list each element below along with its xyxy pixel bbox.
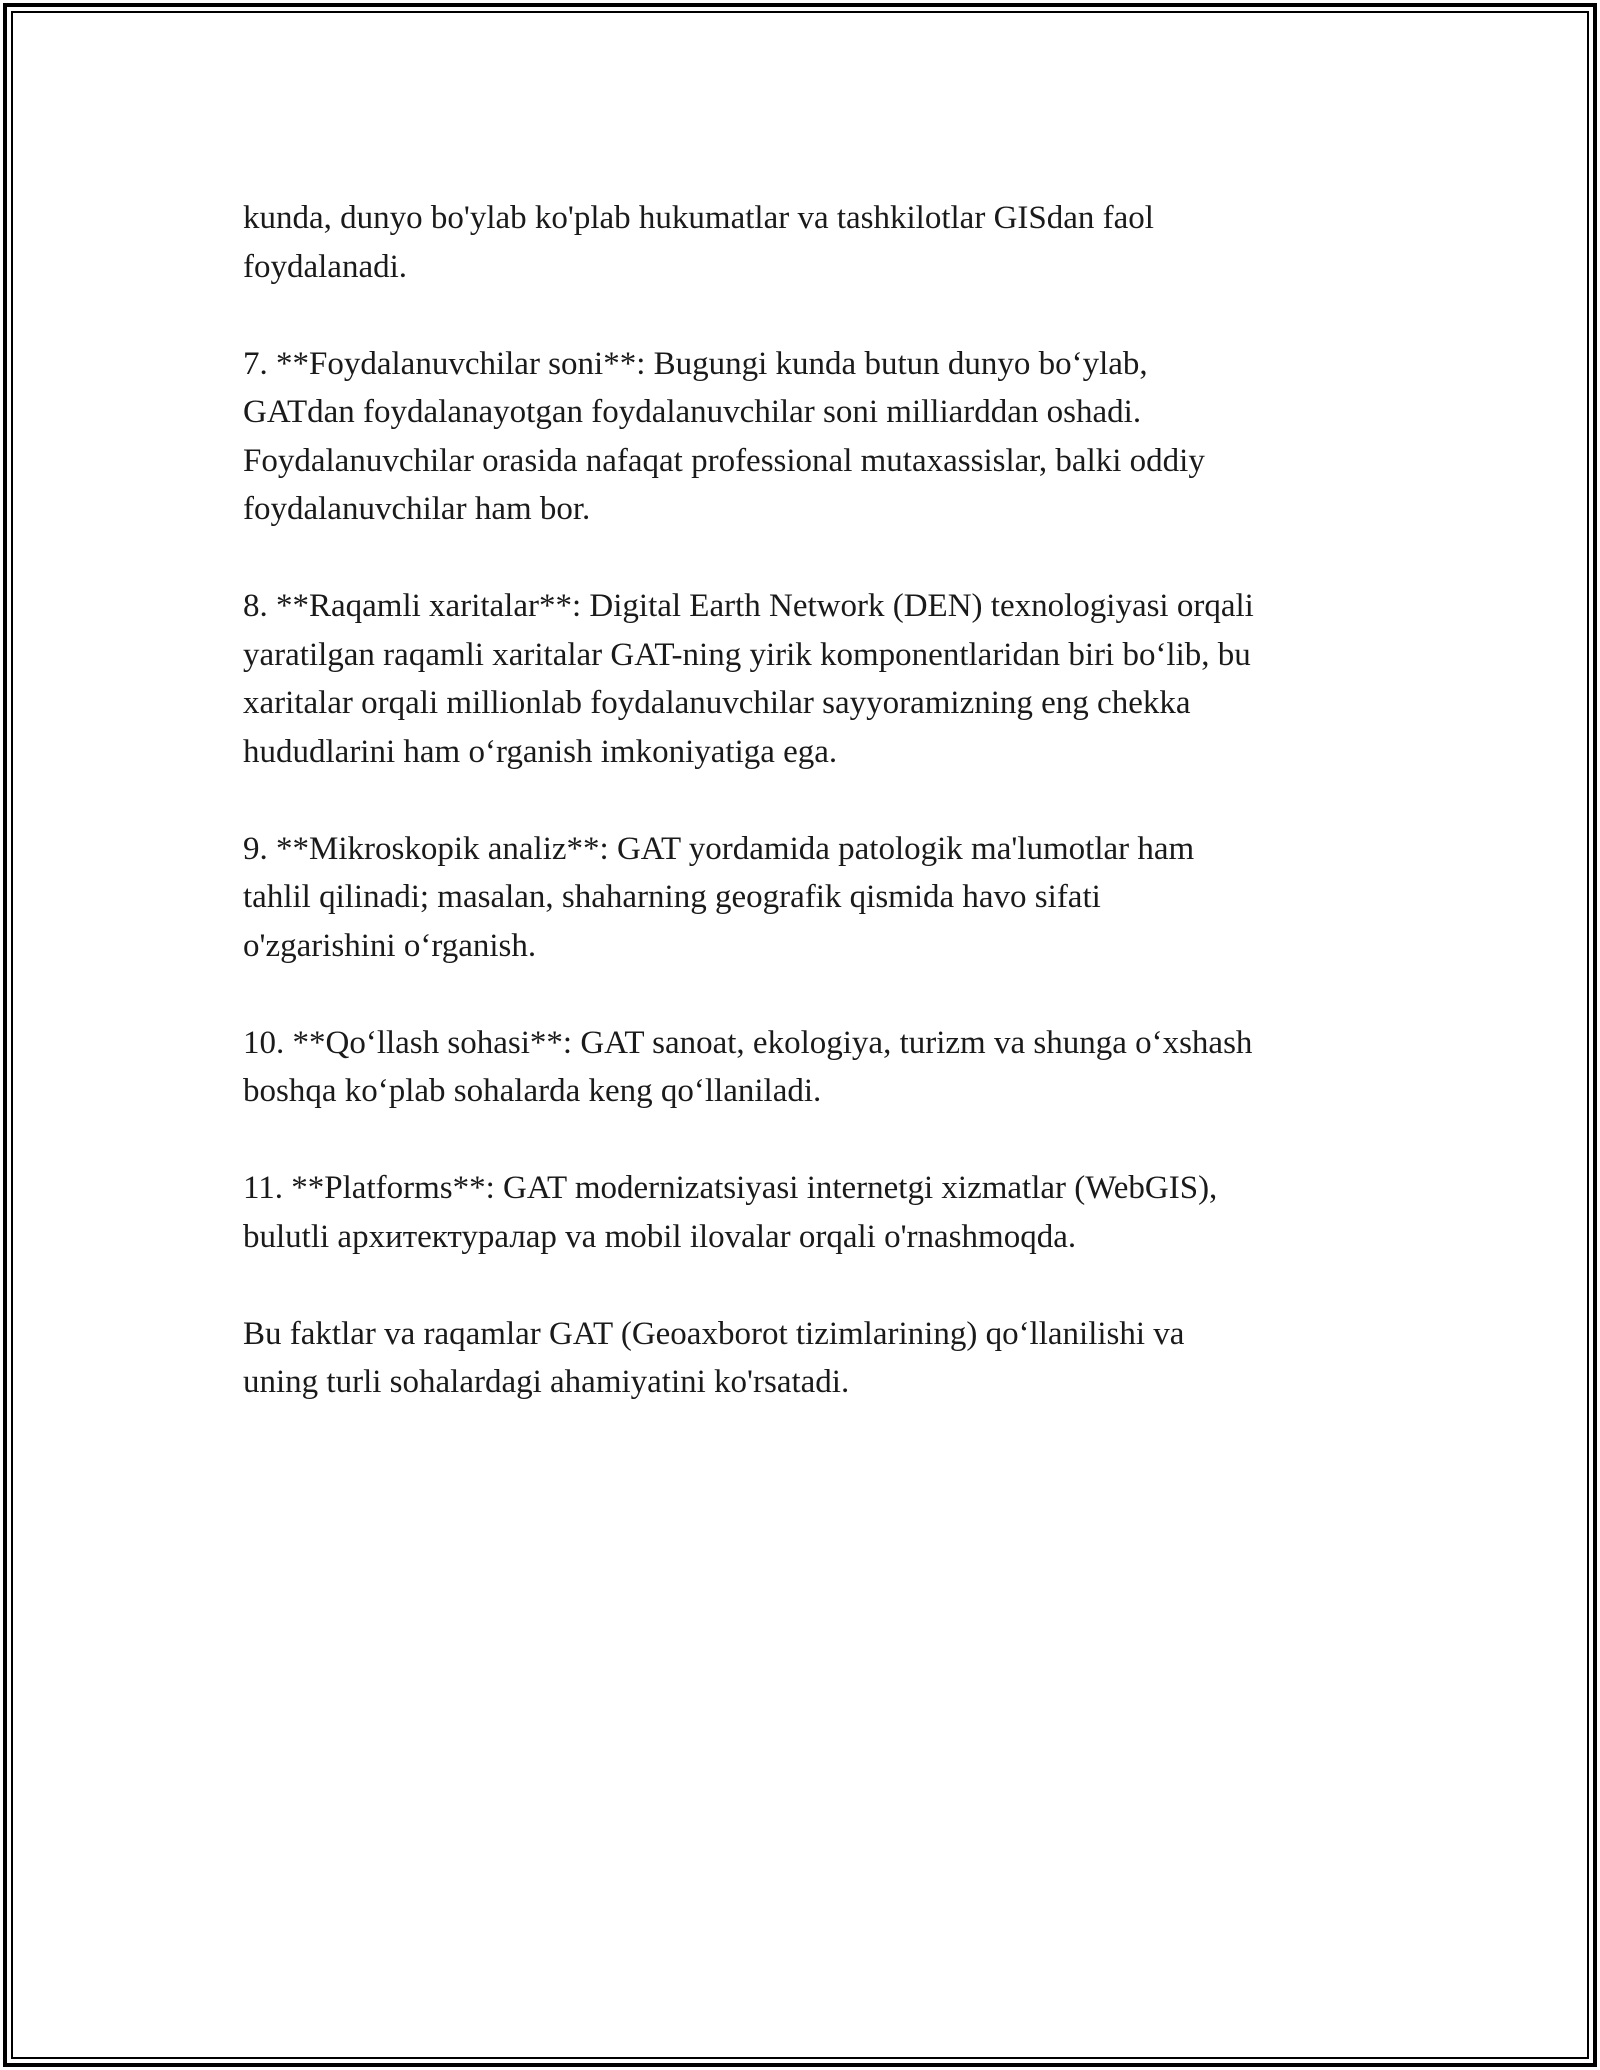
page-frame	[3, 3, 1597, 2067]
paragraph-item-10	[243, 1019, 1423, 1116]
text-line: foydalanadi.	[243, 248, 408, 285]
text-line: yaratilgan raqamli xaritalar GAT-ning yirik komponentlaridan biri bo‘lib, bu	[243, 636, 1251, 673]
text-line: bulutli архитектуралар va mobil ilovalar orqali o'rnashmoqda.	[243, 1218, 1077, 1255]
text-line: hududlarini ham o‘rganish imkoniyatiga ega.	[243, 733, 838, 770]
text-line: foydalanuvchilar ham bor.	[243, 491, 591, 527]
text-line: o'zgarishini o‘rganish.	[243, 927, 537, 964]
text-line: kunda, dunyo bo'ylab ko'plab hukumatlar va tashkilotlar GISdan faol	[243, 200, 1154, 236]
text-line: 10. **Qo‘llash sohasi**: GAT sanoat, ekologiya, turizm va shunga o‘xshash	[243, 1024, 1253, 1061]
paragraph-item-7	[243, 340, 1423, 534]
text-line: uning turli sohalardagi ahamiyatini ko'rsatadi.	[243, 1364, 850, 1400]
text-line: xaritalar orqali millionlab foydalanuvchilar sayyoramizning eng chekka	[243, 685, 1191, 721]
paragraph-intro-continuation	[243, 194, 1423, 291]
text-line: Foydalanuvchilar orasida nafaqat professional mutaxassislar, balki oddiy	[243, 442, 1205, 479]
text-line: boshqa ko‘plab sohalarda keng qo‘llaniladi.	[243, 1073, 822, 1109]
paragraph-conclusion	[243, 1310, 1423, 1407]
text-line: Bu faktlar va raqamlar GAT (Geoaxborot tizimlarining) qo‘llanilishi va	[243, 1315, 1185, 1352]
paragraph-item-8	[243, 582, 1423, 776]
paragraph-item-9	[243, 825, 1423, 971]
text-line: 11. **Platforms**: GAT modernizatsiyasi internetgi xizmatlar (WebGIS),	[243, 1170, 1218, 1206]
text-line: GATdan foydalanayotgan foydalanuvchilar soni milliarddan oshadi.	[243, 394, 1142, 430]
text-line: 7. **Foydalanuvchilar soni**: Bugungi kunda butun dunyo bo‘ylab,	[243, 345, 1148, 382]
text-line: 8. **Raqamli xaritalar**: Digital Earth Network (DEN) texnologiyasi orqali	[243, 588, 1254, 624]
paragraph-item-11	[243, 1164, 1423, 1261]
document-body	[243, 194, 1423, 1407]
text-line: 9. **Mikroskopik analiz**: GAT yordamida patologik ma'lumotlar ham	[243, 830, 1195, 867]
text-line: tahlil qilinadi; masalan, shaharning geografik qismida havo sifati	[243, 879, 1101, 915]
